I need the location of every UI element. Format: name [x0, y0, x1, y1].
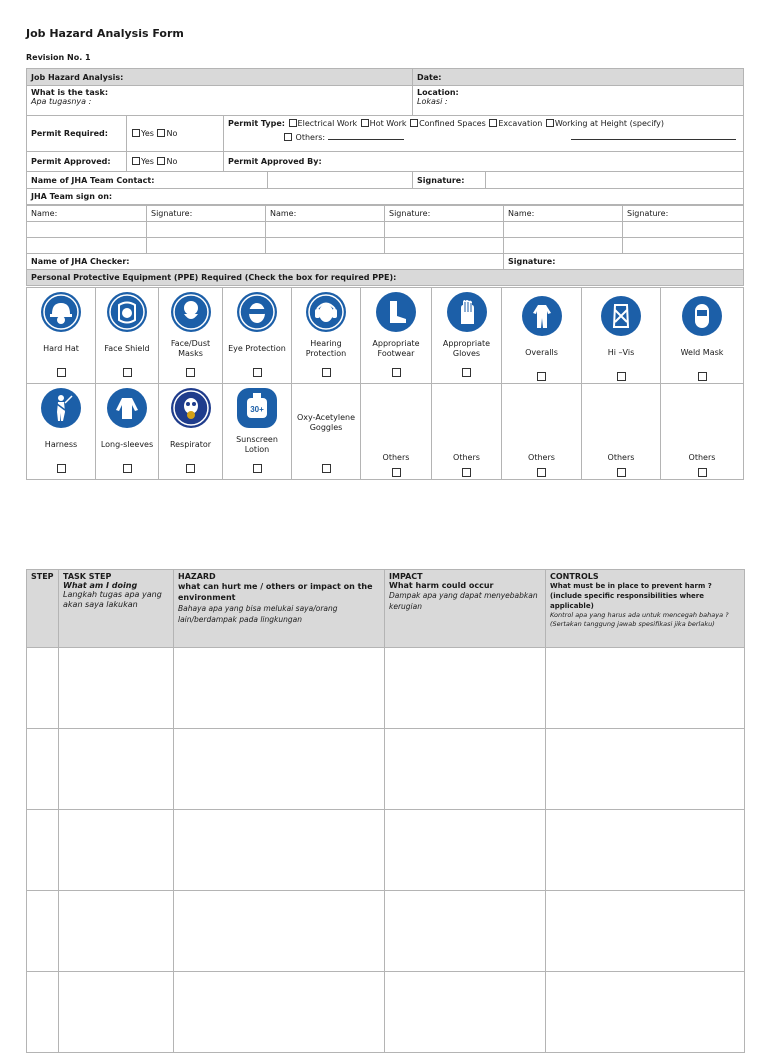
hazard-cell[interactable] [174, 729, 385, 810]
step-cell[interactable] [27, 648, 59, 729]
signon-field[interactable] [385, 238, 504, 254]
ppe-item-footwear[interactable]: Appropriate Footwear [361, 288, 432, 384]
hazard-cell[interactable] [174, 810, 385, 891]
signon-field[interactable] [623, 238, 744, 254]
team-contact-field[interactable] [268, 172, 413, 189]
ppe-item-eye-protection[interactable]: Eye Protection [223, 288, 292, 384]
team-contact-signature-label: Signature: [413, 172, 486, 189]
signon-name-label: Name: [266, 206, 385, 222]
ppe-checkbox[interactable] [123, 464, 132, 473]
signon-field[interactable] [27, 238, 147, 254]
signon-field[interactable] [266, 238, 385, 254]
hearing-protection-icon [306, 292, 346, 332]
specify-line[interactable] [571, 133, 736, 140]
task-cell[interactable] [27, 86, 413, 116]
ppe-header: Personal Protective Equipment (PPE) Required (Check the box for required PPE): [27, 270, 744, 286]
task-step-cell[interactable] [59, 810, 174, 891]
gloves-icon [447, 292, 487, 332]
permit-electrical-checkbox[interactable] [289, 119, 297, 127]
controls-cell[interactable] [546, 891, 745, 972]
ppe-checkbox[interactable] [462, 368, 471, 377]
permit-confined-checkbox[interactable] [410, 119, 418, 127]
signon-field[interactable] [504, 222, 623, 238]
ppe-item-respirator[interactable]: Respirator [159, 384, 223, 480]
ppe-checkbox[interactable] [57, 368, 66, 377]
hi-vis-icon [601, 296, 641, 336]
permit-required-label: Permit Required: [27, 116, 127, 152]
hazard-cell[interactable] [174, 648, 385, 729]
weld-mask-icon [682, 296, 722, 336]
permit-required-options: Yes No [127, 116, 224, 152]
permit-approved-by-label: Permit Approved By: [224, 152, 744, 172]
ppe-checkbox[interactable] [253, 464, 262, 473]
permit-approved-yes-checkbox[interactable] [132, 157, 140, 165]
jha-info-table [26, 68, 744, 205]
eye-protection-icon [237, 292, 277, 332]
signon-field[interactable] [623, 222, 744, 238]
controls-cell[interactable] [546, 972, 745, 1053]
ppe-item-others[interactable]: Others [661, 384, 744, 480]
permit-approved-no-checkbox[interactable] [157, 157, 165, 165]
signon-signature-label: Signature: [147, 206, 266, 222]
permit-others-checkbox[interactable] [284, 133, 292, 141]
controls-cell[interactable] [546, 648, 745, 729]
location-label: Location: [417, 88, 459, 97]
step-cell[interactable] [27, 810, 59, 891]
ppe-item-gloves[interactable]: Appropriate Gloves [432, 288, 502, 384]
ppe-item-sunscreen[interactable]: 30+ Sunscreen Lotion [223, 384, 292, 480]
task-step-cell[interactable] [59, 648, 174, 729]
permit-excavation-checkbox[interactable] [489, 119, 497, 127]
location-cell[interactable] [413, 86, 744, 116]
page-title: Job Hazard Analysis Form [26, 27, 184, 40]
sunscreen-icon [237, 388, 277, 428]
ppe-checkbox[interactable] [392, 368, 401, 377]
ppe-checkbox[interactable] [698, 372, 707, 381]
ppe-checkbox[interactable] [253, 368, 262, 377]
impact-cell[interactable] [385, 648, 546, 729]
ppe-item-weld-mask[interactable]: Weld Mask [661, 288, 744, 384]
permit-type-label: Permit Type: [228, 119, 285, 128]
signon-field[interactable] [147, 222, 266, 238]
hard-hat-icon [41, 292, 81, 332]
permit-required-no-checkbox[interactable] [157, 129, 165, 137]
ppe-checkbox[interactable] [57, 464, 66, 473]
ppe-item-harness[interactable]: Harness [27, 384, 96, 480]
ppe-table [26, 287, 744, 480]
ppe-checkbox[interactable] [617, 372, 626, 381]
signon-signature-label: Signature: [623, 206, 744, 222]
signon-field[interactable] [147, 238, 266, 254]
ppe-item-face-shield[interactable]: Face Shield [96, 288, 159, 384]
permit-required-yes-checkbox[interactable] [132, 129, 140, 137]
task-label-my: Apa tugasnya : [31, 97, 92, 106]
ppe-item-others[interactable]: Others [582, 384, 661, 480]
ppe-item-hearing[interactable]: Hearing Protection [292, 288, 361, 384]
ppe-checkbox[interactable] [186, 368, 195, 377]
ppe-item-overalls[interactable]: Overalls [502, 288, 582, 384]
dust-mask-icon [171, 292, 211, 332]
step-cell[interactable] [27, 891, 59, 972]
long-sleeves-icon [107, 388, 147, 428]
ppe-item-others[interactable]: Others [432, 384, 502, 480]
impact-cell[interactable] [385, 810, 546, 891]
ppe-checkbox[interactable] [617, 468, 626, 477]
col-hazard: HAZARD what can hurt me / others or impact on the environment Bahaya apa yang bisa melukai saya/orang lain/berdampak pada lingkungan [174, 570, 385, 648]
ppe-checkbox[interactable] [392, 468, 401, 477]
face-shield-icon [107, 292, 147, 332]
ppe-checkbox[interactable] [322, 368, 331, 377]
permit-hot-work-checkbox[interactable] [361, 119, 369, 127]
col-step: STEP [27, 570, 59, 648]
col-controls: CONTROLS What must be in place to prevent harm ? (include specific responsibilities where applicable) Kontrol apa yang harus ada untuk mencegah bahaya ? (Sertakan tanggung jawab spesifikasi jika berlaku) [546, 570, 745, 648]
controls-cell[interactable] [546, 729, 745, 810]
ppe-checkbox[interactable] [123, 368, 132, 377]
signon-field[interactable] [385, 222, 504, 238]
ppe-checkbox[interactable] [322, 464, 331, 473]
footwear-icon [376, 292, 416, 332]
col-impact: IMPACT What harm could occur Dampak apa yang dapat menyebabkan kerugian [385, 570, 546, 648]
ppe-item-hard-hat[interactable]: Hard Hat [27, 288, 96, 384]
signon-signature-label: Signature: [385, 206, 504, 222]
ppe-item-others[interactable]: Others [502, 384, 582, 480]
permit-height-checkbox[interactable] [546, 119, 554, 127]
ppe-checkbox[interactable] [537, 468, 546, 477]
ppe-checkbox[interactable] [537, 372, 546, 381]
checker-signature-label: Signature: [504, 254, 744, 270]
revision-number: Revision No. 1 [26, 53, 91, 62]
others-line[interactable] [328, 133, 404, 140]
signon-field[interactable] [266, 222, 385, 238]
jha-label: Job Hazard Analysis: [27, 69, 413, 86]
ppe-item-oxy-goggles[interactable]: Oxy-Acetylene Goggles [292, 384, 361, 480]
respirator-icon [171, 388, 211, 428]
permit-approved-options: Yes No [127, 152, 224, 172]
team-contact-signature-field[interactable] [486, 172, 744, 189]
team-signon-label: JHA Team sign on: [27, 189, 744, 205]
ppe-item-hi-vis[interactable]: Hi –Vis [582, 288, 661, 384]
impact-cell[interactable] [385, 729, 546, 810]
signon-name-label: Name: [27, 206, 147, 222]
task-label: What is the task: [31, 88, 109, 97]
date-label: Date: [413, 69, 744, 86]
signon-field[interactable] [504, 238, 623, 254]
ppe-checkbox[interactable] [186, 464, 195, 473]
ppe-item-others[interactable]: Others [361, 384, 432, 480]
signon-name-label: Name: [504, 206, 623, 222]
task-step-cell[interactable] [59, 891, 174, 972]
location-label-my: Lokasi : [417, 97, 448, 106]
checker-label: Name of JHA Checker: [27, 254, 504, 270]
ppe-item-dust-mask[interactable]: Face/Dust Masks [159, 288, 223, 384]
impact-cell[interactable] [385, 972, 546, 1053]
overalls-icon [522, 296, 562, 336]
step-cell[interactable] [27, 972, 59, 1053]
controls-cell[interactable] [546, 810, 745, 891]
sunscreen-text: 30+ [250, 405, 264, 414]
harness-icon [41, 388, 81, 428]
jha-steps-table [26, 569, 745, 1053]
ppe-checkbox[interactable] [462, 468, 471, 477]
col-task-step: TASK STEP What am I doing Langkah tugas apa yang akan saya lakukan [59, 570, 174, 648]
permit-approved-label: Permit Approved: [27, 152, 127, 172]
task-step-cell[interactable] [59, 729, 174, 810]
permit-type-cell: Permit Type: Electrical Work Hot Work Confined Spaces Excavation Working at Height (specify) Others: [224, 116, 744, 152]
impact-cell[interactable] [385, 891, 546, 972]
ppe-item-long-sleeves[interactable]: Long-sleeves [96, 384, 159, 480]
hazard-cell[interactable] [174, 891, 385, 972]
step-cell[interactable] [27, 729, 59, 810]
task-step-cell[interactable] [59, 972, 174, 1053]
team-contact-label: Name of JHA Team Contact: [27, 172, 268, 189]
ppe-checkbox[interactable] [698, 468, 707, 477]
team-signon-table [26, 205, 744, 286]
hazard-cell[interactable] [174, 972, 385, 1053]
signon-field[interactable] [27, 222, 147, 238]
